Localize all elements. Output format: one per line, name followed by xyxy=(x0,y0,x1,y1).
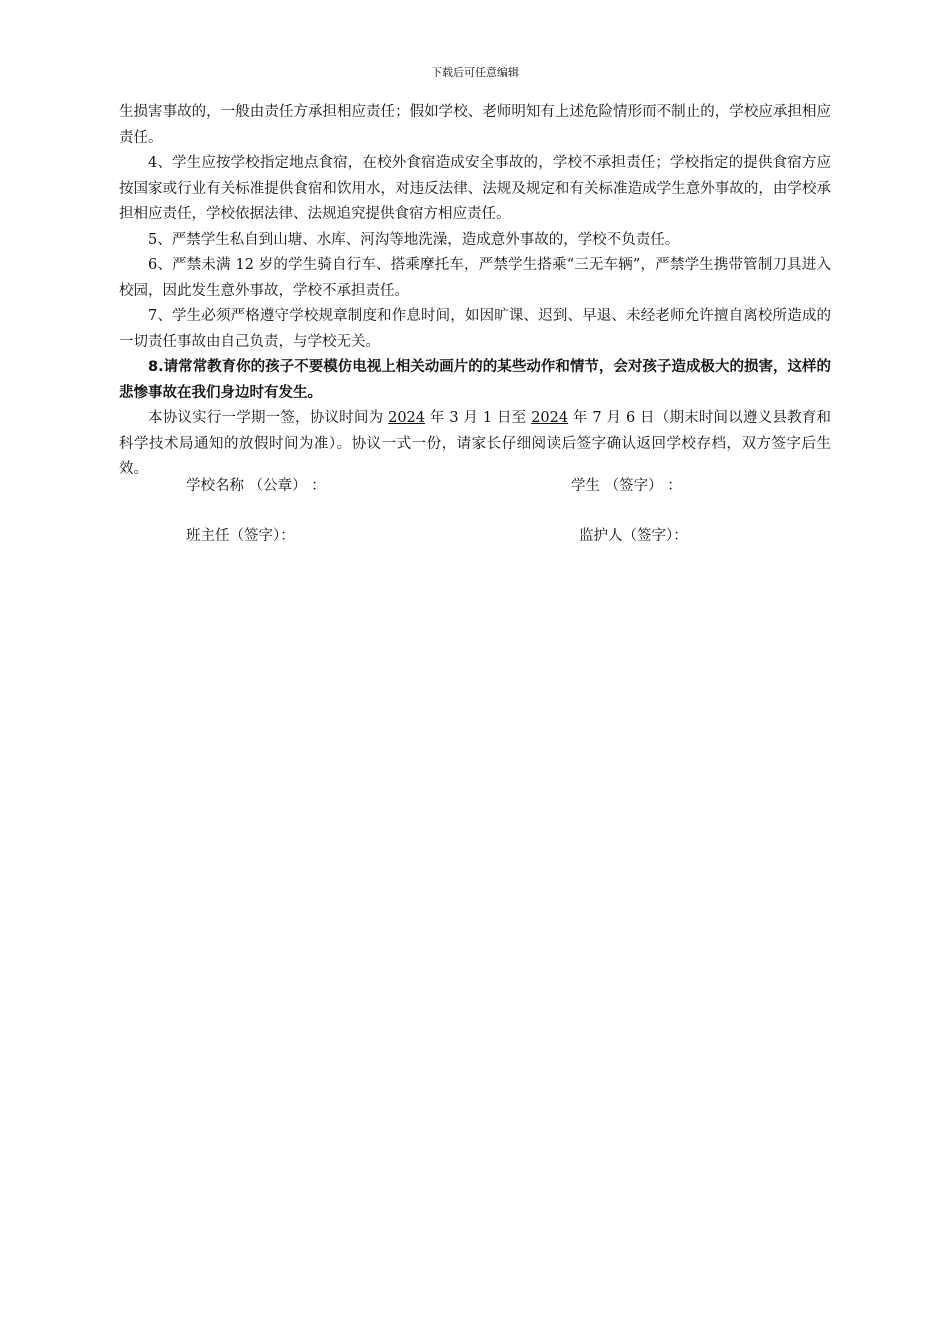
paragraph-continuation: 生损害事故的，一般由责任方承担相应责任；假如学校、老师明知有上述危险情形而不制止的，学校应承担相应责任。 xyxy=(119,104,831,146)
school-seal-label: 学校名称 （公章） ： xyxy=(186,478,326,494)
page-header-note: 下载后可任意编辑 xyxy=(431,66,519,79)
term-text-1: 本协议实行一学期一签，协议时间为 xyxy=(148,410,389,426)
agreement-term-paragraph xyxy=(119,406,831,483)
term-text-2: 年 3 月 1 日至 xyxy=(425,410,532,426)
clause-7: 7、学生必须严格遵守学校规章制度和作息时间，如因旷课、迟到、早退、未经老师允许擅自离校所造成的一切责任事故由自己负责，与学校无关。 xyxy=(119,308,831,350)
clause-6: 6、严禁未满 12 岁的学生骑自行车、搭乘摩托车，严禁学生搭乘“三无车辆”，严禁学生携带管制刀具进入校园，因此发生意外事故，学校不承担责任。 xyxy=(119,257,831,299)
clause-5: 5、严禁学生私自到山塘、水库、河沟等地洗澡，造成意外事故的，学校不负责任。 xyxy=(148,231,680,248)
start-year: 2024 xyxy=(388,410,426,426)
clause-8-warning: 8.请常常教育你的孩子不要模仿电视上相关动画片的的某些动作和情节，会对孩子造成极大的损害，这样的悲惨事故在我们身边时有发生。 xyxy=(119,359,831,401)
clause-4: 4、学生应按学校指定地点食宿，在校外食宿造成安全事故的，学校不承担责任；学校指定的提供食宿方应按国家或行业有关标准提供食宿和饮用水，对违反法律、法规及规定和有关标准造成学生意外事故的，由学校承担相应责任，学校依据法律、法规追究提供食宿方相应责任。 xyxy=(119,155,831,222)
student-signature-label: 学生 （签字） ： xyxy=(571,478,682,494)
teacher-signature-label: 班主任（签字）： xyxy=(186,528,295,544)
guardian-signature-label: 监护人（签字）： xyxy=(579,528,688,544)
end-year: 2024 xyxy=(531,410,569,426)
agreement-body xyxy=(119,100,831,483)
term-text-3: 年 7 月 6 日（期末时间以遵义县教育和科学技术局通知的放假时间为准）。协议一式一份，请家长仔细阅读后签字确认返回学校存档，双方签字后生效。 xyxy=(119,410,831,477)
